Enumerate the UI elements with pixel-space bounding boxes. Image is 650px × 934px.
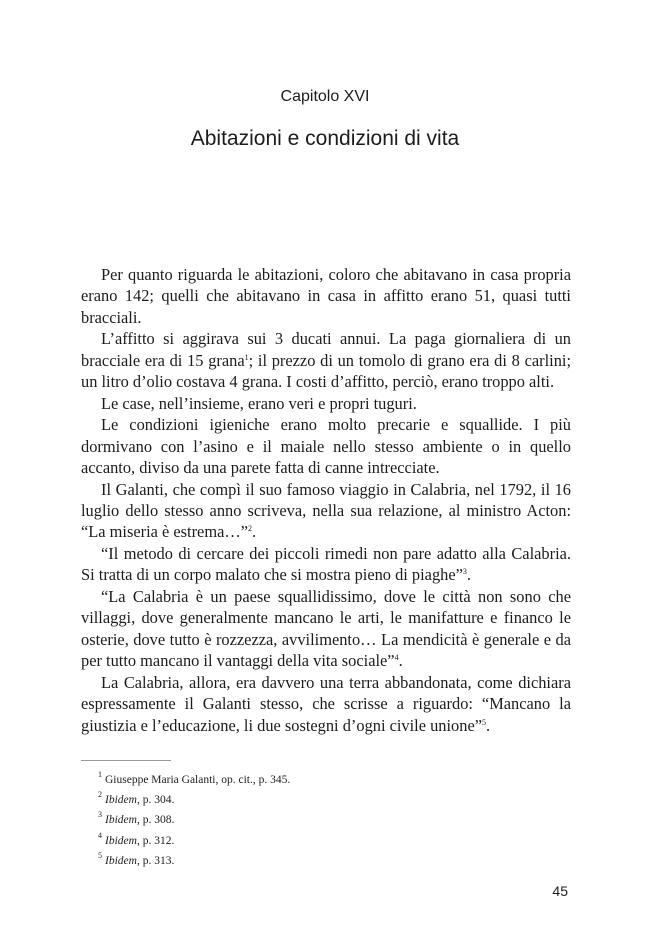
paragraph-text: La Calabria, allora, era davvero una terra abbandonata, come dichiara espressamente il Galanti stesso, che scrisse a riguardo: “Mancano la giustizia e l’educazione, li due sostegni d’ogni civile unione” <box>81 672 571 735</box>
footnote-text: , p. 313. <box>136 854 175 867</box>
footnote-italic: Ibidem <box>105 814 137 827</box>
paragraph-text: . <box>252 522 257 542</box>
paragraph-text: . <box>398 651 403 671</box>
footnote-number: 5 <box>98 850 102 860</box>
paragraph-text: . <box>486 715 491 735</box>
paragraph <box>81 479 571 543</box>
footnote-italic: Ibidem <box>105 794 137 807</box>
chapter-label: Capitolo XVI <box>280 88 370 105</box>
footnote <box>98 831 548 851</box>
footnote-text: Giuseppe Maria Galanti, op. cit., p. 345. <box>105 774 291 786</box>
footnote <box>98 810 548 830</box>
footnote-ref[interactable]: 2 <box>248 524 253 534</box>
paragraph-text: Il Galanti, che compì il suo famoso viaggio in Calabria, nel 1792, il 16 luglio dello stesso anno scriveva, nella sua relazione, al ministro Acton: “La miseria è estrema…” <box>81 479 571 542</box>
paragraph-text: Per quanto riguarda le abitazioni, coloro che abitavano in casa propria erano 142; quelli che abitavano in casa in affitto erano 51, quasi tutti bracciali. <box>81 265 571 327</box>
body-text <box>81 264 571 736</box>
paragraph-text: L’affitto si aggirava sui 3 ducati annui. La paga giornaliera di un bracciale era di 15 grana <box>81 329 571 370</box>
paragraph <box>81 672 571 736</box>
paragraph <box>81 414 571 478</box>
paragraph <box>81 264 571 328</box>
paragraph-text: Le case, nell’insieme, erano veri e propri tuguri. <box>101 393 417 413</box>
footnote <box>98 851 548 871</box>
page-number: 45 <box>552 883 568 899</box>
footnote-italic: Ibidem <box>105 854 137 867</box>
paragraph-text: ; il prezzo di un tomolo di grano era di 8 carlini; un litro d’olio costava 4 grana. I costi d’affitto, perciò, erano troppo alti. <box>81 350 571 392</box>
footnote-number: 1 <box>98 770 102 779</box>
footnote-number: 2 <box>98 790 102 800</box>
footnote-number: 4 <box>98 830 102 840</box>
footnote-ref[interactable]: 3 <box>462 567 467 577</box>
footnote-ref[interactable]: 4 <box>394 653 399 663</box>
paragraph-text: “La Calabria è un paese squallidissimo, dove le città non sono che villaggi, dove generalmente mancano le arti, le manifatture e financo le osterie, dove tutto è rozzezza, avvilimento… La mendicità è generale e da per tutto mancano il vantaggi della vita sociale” <box>81 586 571 671</box>
footnote-ref[interactable]: 1 <box>244 352 249 362</box>
paragraph-text: Le condizioni igieniche erano molto precarie e squallide. I più dormivano con l’asino e il maiale nello stesso ambiente o in quello accanto, diviso da una parete fatta di canne intrecciate. <box>81 415 571 478</box>
chapter-title: Abitazioni e condizioni di vita <box>190 127 460 150</box>
footnote-text: , p. 312. <box>136 834 175 847</box>
footnote-number: 3 <box>98 810 102 820</box>
paragraph <box>81 393 571 414</box>
footnote-ref[interactable]: 5 <box>482 717 486 727</box>
footnote-text: , p. 304. <box>136 794 175 807</box>
footnote <box>98 790 548 810</box>
footnote-rule <box>81 760 171 761</box>
paragraph <box>81 328 571 392</box>
paragraph <box>81 543 571 586</box>
paragraph <box>81 586 571 672</box>
paragraph-text: . <box>466 565 471 585</box>
footnote-text: , p. 308. <box>136 814 175 827</box>
paragraph-text: “Il metodo di cercare dei piccoli rimedi non pare adatto alla Calabria. Si tratta di un corpo malato che si mostra pieno di piaghe” <box>81 543 571 585</box>
footnote <box>98 770 548 790</box>
footnotes <box>98 770 548 871</box>
footnote-italic: Ibidem <box>105 834 137 847</box>
